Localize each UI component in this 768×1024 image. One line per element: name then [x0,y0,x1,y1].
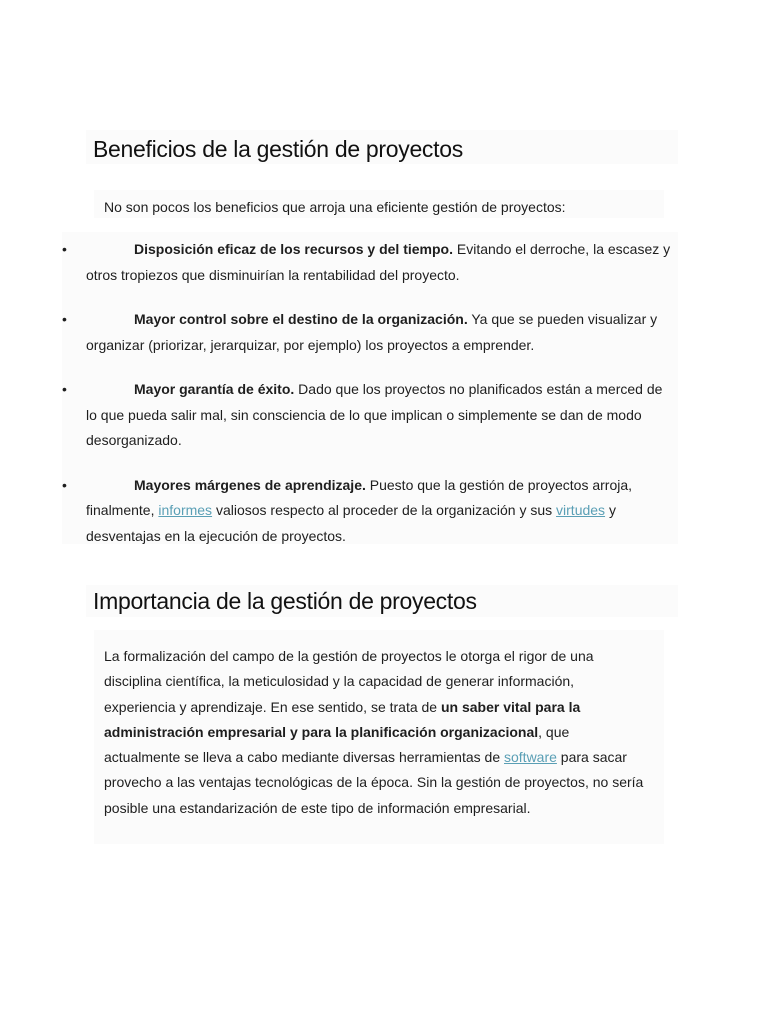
item-bold-text: Mayor control sobre el destino de la organización. [134,311,468,327]
software-link[interactable]: software [504,749,557,766]
item-text: Puesto que la gestión de proyectos arroja, finalmente, [86,476,633,518]
item-text: Dado que los proyectos no planificados están a merced de lo que pueda salir mal, sin consciencia de lo que implican o simplemente se dan de modo desorganizado. [86,381,663,448]
paragraph-text: , que actualmente se lleva a cabo mediante diversas herramientas de [104,723,570,766]
section-heading-beneficios: Beneficios de la gestión de proyectos [93,136,463,162]
item-bold-text: Disposición eficaz de los recursos y del tiempo. [134,241,453,257]
intro-text: No son pocos los beneficios que arroja una eficiente gestión de proyectos: [104,199,566,215]
informes-link[interactable]: informes [158,502,213,518]
list-item [62,377,677,454]
bullet-icon: • [62,476,67,493]
importancia-paragraph [104,644,644,821]
item-bold-text: Mayor garantía de éxito. [134,381,295,397]
item-bold-text: Mayores márgenes de aprendizaje. [134,476,366,493]
item-text: valiosos respecto al proceder de la organización y sus [212,502,557,518]
paragraph-text: La formalización del campo de la gestión de proyectos le otorga el rigor de una disciplina científica, la meticulosidad y la capacidad de generar información, experiencia y aprendizaje. En ese sentido, se trata de [104,648,594,715]
item-text: Evitando el derroche, la escasez y otros tropiezos que disminuirían la rentabilidad del proyecto. [86,241,671,283]
bullet-icon: • [62,381,67,397]
benefits-list [62,237,677,568]
virtudes-link[interactable]: virtudes [556,502,606,518]
paragraph-bold-text: un saber vital para la administración empresarial y para la planificación organizacional [104,698,581,740]
section-heading-importancia: Importancia de la gestión de proyectos [93,588,477,614]
list-item [62,473,677,550]
bullet-icon: • [62,311,67,327]
bullet-icon: • [62,241,67,257]
item-text: Ya que se pueden visualizar y organizar (priorizar, jerarquizar, por ejemplo) los proyectos a emprender. [86,311,658,353]
list-item [62,307,677,358]
list-item [62,237,677,288]
paragraph-text: para sacar provecho a las ventajas tecnológicas de la época. Sin la gestión de proyectos, no sería posible una estandarización de este tipo de información empresarial. [104,749,644,816]
item-text: y desventajas en la ejecución de proyectos. [86,502,616,544]
